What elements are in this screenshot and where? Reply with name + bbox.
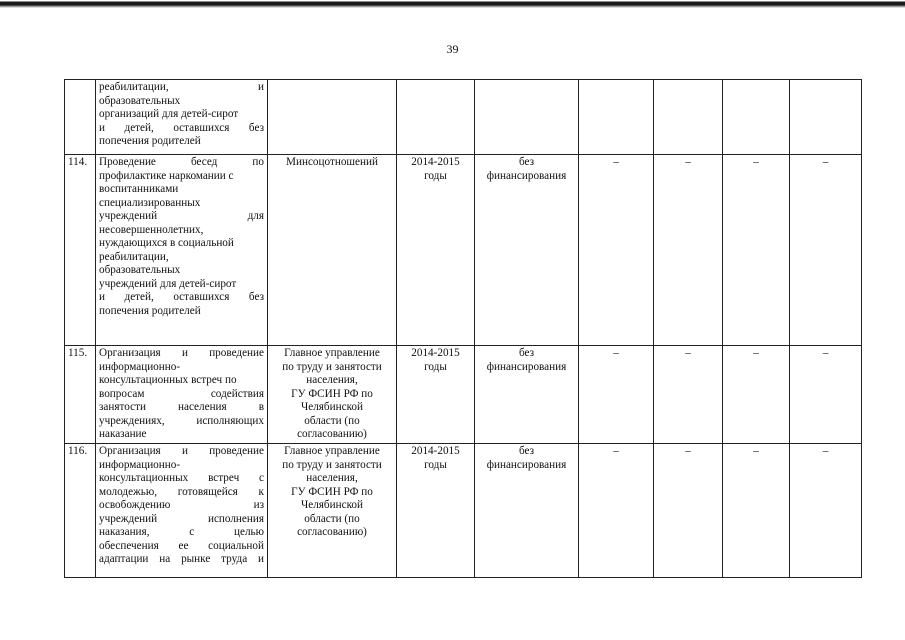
amount-dash: – [613,445,619,457]
row-number-cell [65,155,96,346]
activity-description-line: образовательных [99,94,181,107]
funding-line: финансирования [486,169,567,182]
amount-cell [579,155,654,346]
amount-cell [723,80,790,155]
amount-cell [654,80,723,155]
amount-cell [790,80,862,155]
table-row [65,80,862,155]
table-row [65,444,862,578]
activity-description-line: организаций для детей-сирот [99,108,239,120]
activity-description-line: воспитанниками [99,183,179,195]
row-number: 116. [68,445,88,457]
executor-line: согласованию) [297,526,367,538]
activity-description-line: образовательных [99,264,181,276]
activity-description-line: консультационных встреч по [99,374,237,386]
activity-description-line: информационно- [99,458,181,471]
executor-line: Челябинской [300,499,364,511]
executor-line: области (по [304,512,360,525]
amount-dash: – [822,445,829,457]
amount-cell [654,155,723,346]
amount-dash: – [822,156,829,168]
executor-line: области (по [304,414,360,427]
activity-description-line: молодежью, готовящейся к [99,485,264,498]
executor-cell [268,80,397,155]
executor-line: населения, [306,374,358,386]
activity-description-line: реабилитации, и [99,81,264,93]
funding-line: без [518,347,535,359]
activity-description-line: и детей, оставшихся без [99,291,264,303]
row-number: 114. [68,156,88,168]
executor-cell [268,155,397,346]
activity-description-cell [96,80,268,155]
period-line: 2014-2015 [411,445,460,457]
activity-description-line: занятости населения в [99,401,264,413]
activity-description-line: Проведение бесед по [99,156,264,168]
executor-line: ГУ ФСИН РФ по [291,485,373,498]
activity-description-line: обеспечения ее социальной [99,539,264,552]
activity-description-line: попечения родителей [99,135,201,147]
executor-cell [268,444,397,578]
activity-description-line: освобождению из [99,499,264,511]
activity-description-line: информационно- [99,360,181,373]
scan-top-edge [0,0,905,8]
activity-description-line: наказания, с целью [99,526,264,538]
row-number-cell [65,444,96,578]
amount-cell [654,346,723,444]
executor-line: Челябинской [300,401,364,413]
executor-cell [268,346,397,444]
table-row [65,346,862,444]
amount-dash: – [822,347,829,359]
activity-description-line: несовершеннолетних, [99,223,204,236]
funding-line: без [518,156,535,168]
funding-line: финансирования [486,458,567,471]
amount-dash: – [753,156,759,168]
amount-dash: – [613,347,619,359]
amount-dash: – [753,347,759,359]
executor-line: Главное управление [284,347,380,359]
period-cell [397,346,475,444]
activity-description-line: адаптации на рынке труда и [99,553,264,565]
amount-dash: – [685,347,691,359]
funding-cell [475,155,579,346]
period-cell [397,80,475,155]
executor-line: населения, [306,472,358,484]
amount-cell [723,155,790,346]
activity-description-line: специализированных [99,196,201,209]
amount-cell [790,444,862,578]
activity-description-line: нуждающихся в социальной [99,237,234,249]
activity-description-line: учреждений для детей-сирот [99,277,237,290]
activity-description-cell [96,444,268,578]
period-line: годы [424,360,447,373]
executor-line: по труду и занятости [282,458,382,471]
funding-cell [475,346,579,444]
funding-line: финансирования [486,360,567,373]
activity-description-line: консультационных встреч с [99,472,264,484]
executor-line: Главное управление [284,445,380,457]
amount-dash: – [685,156,691,168]
activity-description-line: учреждениях, исполняющих [99,414,264,427]
amount-cell [723,444,790,578]
table-body [65,80,862,578]
activity-description-line: учреждений для [99,210,264,222]
executor-line: согласованию) [297,428,367,440]
amount-cell [790,155,862,346]
funding-cell [475,80,579,155]
activity-description-line: учреждений исполнения [99,512,264,525]
activity-description-line: и детей, оставшихся без [99,121,264,134]
row-number-cell [65,80,96,155]
activity-description-line: попечения родителей [99,304,201,317]
executor-line: по труду и занятости [282,360,382,373]
funding-cell [475,444,579,578]
period-cell [397,155,475,346]
activity-description-cell [96,155,268,346]
row-number-cell [65,346,96,444]
amount-cell [654,444,723,578]
period-line: годы [424,458,447,471]
period-line: годы [424,169,447,182]
page-number: 39 [446,42,459,56]
activity-description-line: Организация и проведение [99,445,264,457]
activity-description-line: наказание [99,428,147,440]
amount-dash: – [753,445,759,457]
amount-dash: – [613,156,619,168]
funding-line: без [518,445,535,457]
amount-cell [579,346,654,444]
amount-cell [579,80,654,155]
table-row [65,155,862,346]
activity-description-line: Организация и проведение [99,347,264,359]
amount-cell [723,346,790,444]
executor-line: ГУ ФСИН РФ по [291,387,373,400]
row-number: 115. [68,347,88,359]
amount-dash: – [685,445,691,457]
program-activities-table [64,79,862,578]
activity-description-cell [96,346,268,444]
period-line: 2014-2015 [411,347,460,359]
period-cell [397,444,475,578]
executor-line: Минсоцотношений [286,156,378,168]
period-line: 2014-2015 [411,156,460,168]
amount-cell [790,346,862,444]
activity-description-line: реабилитации, [99,250,169,263]
activity-description-line: вопросам содействия [99,387,264,400]
activity-description-line: профилактике наркомании с [99,169,234,182]
amount-cell [579,444,654,578]
